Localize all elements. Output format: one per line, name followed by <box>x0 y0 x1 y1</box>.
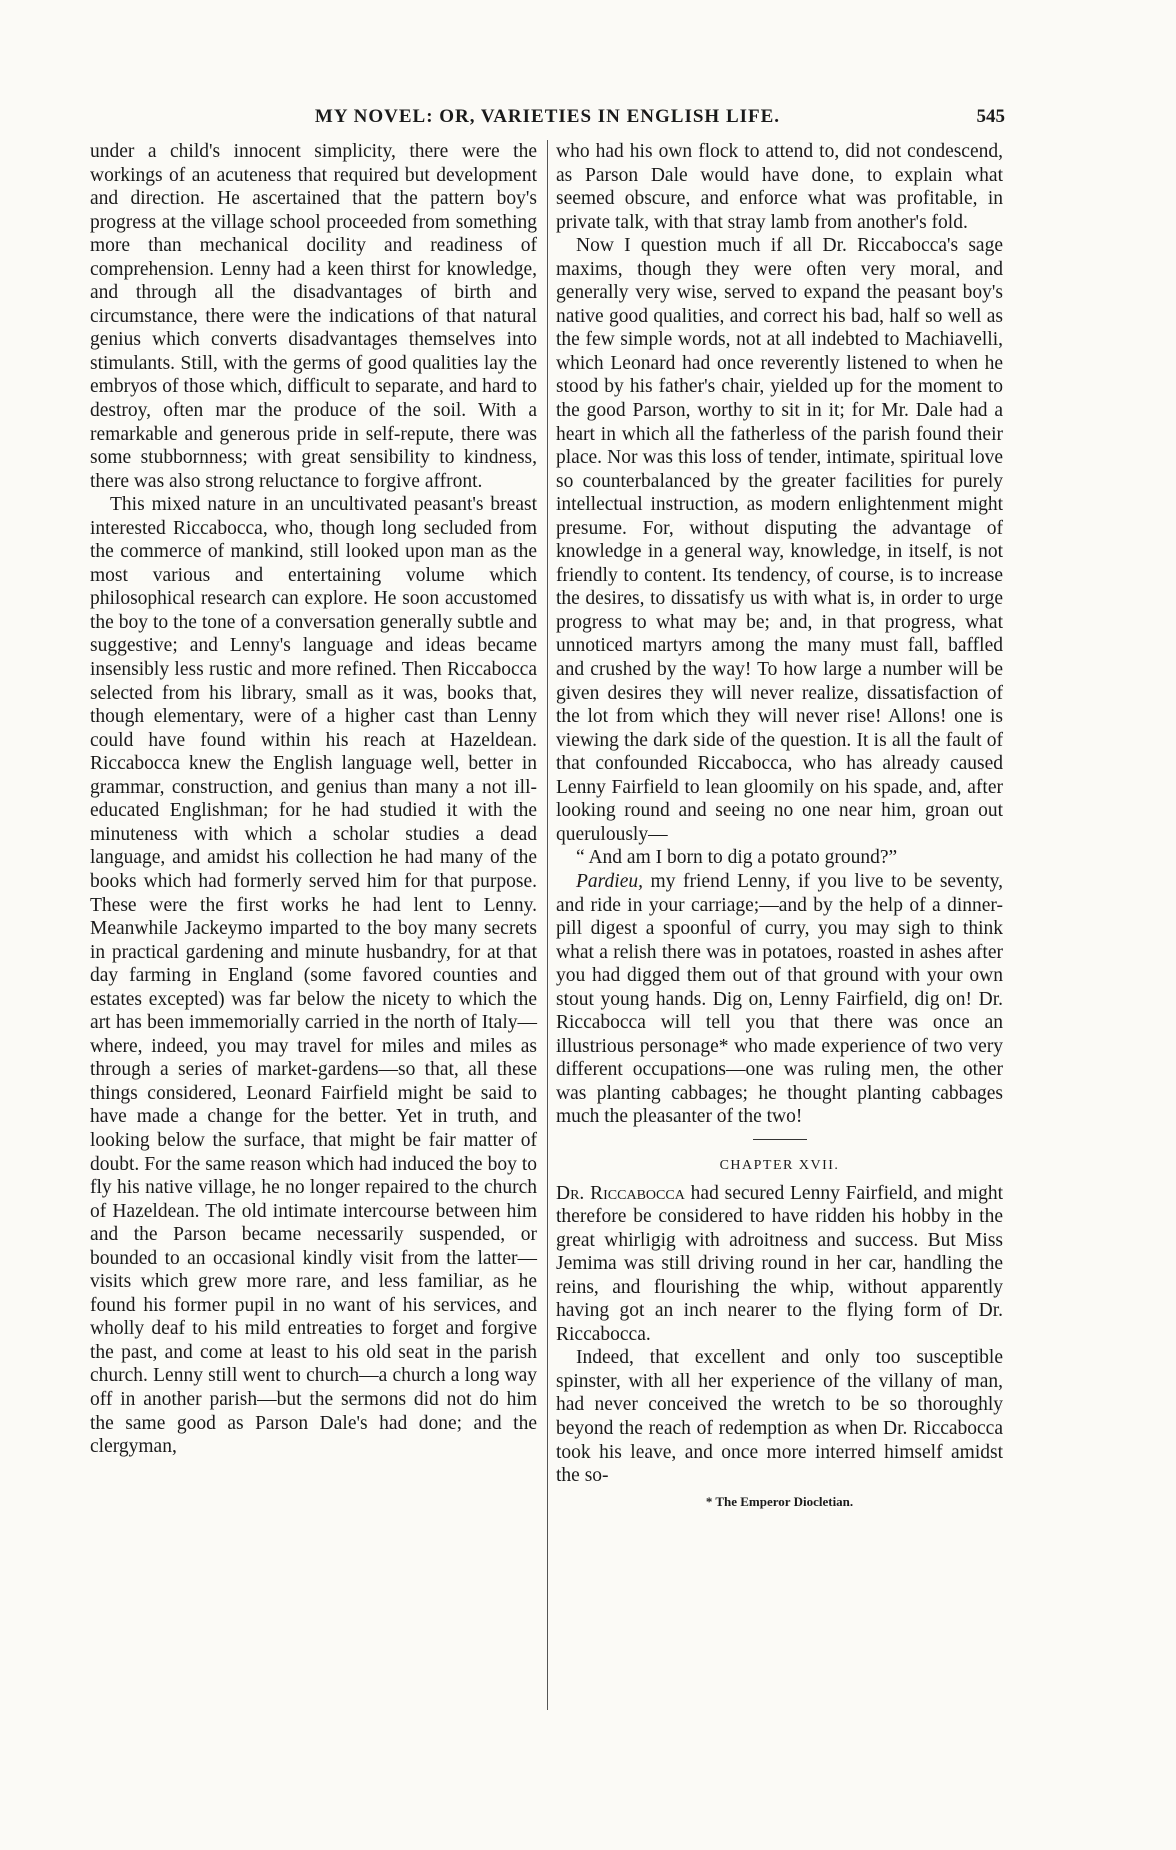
footnote: * The Emperor Diocletian. <box>705 1493 854 1509</box>
right-paragraph-2: Now I question much if all Dr. Riccabocca's sage maxims, though they were often very moral, and generally very wise, served to expand the peasant boy's native good qualities, and correct his bad, half so well as the few simple words, not at all indebted to Machiavelli, which Leonard had once reverently listened to when he stood by his father's chair, yielded up for the moment to the good Parson, worthy to sit in it; for Mr. Dale had a heart in which all the fatherless of the parish found their place. Nor was this loss of tender, intimate, spiritual love so counterbalanced by the greater facilities for purely intellectual instruction, as modern enlightenment might presume. For, without disputing the advantage of knowledge in a general way, knowledge, in itself, is not friendly to content. Its tendency, of course, is to increase the desires, to dissatisfy us with what is, in order to urge progress to what may be; and, in that progress, what unnoticed martyrs among the many must fall, baffled and crushed by the way! To how large a number will be given desires they will never realize, dissatisfaction of the lot from which they will never rise! Allons! one is viewing the dark side of the question. It is all the fault of that confounded Riccabocca, who has already caused Lenny Fairfield to lean gloomily on his spade, and, after looking round and seeing no one near him, groan out querulously— <box>556 235 1003 845</box>
running-title: MY NOVEL: OR, VARIETIES IN ENGLISH LIFE. <box>314 106 781 127</box>
left-paragraph-1: under a child's innocent simplicity, there were the workings of an acuteness that required but development and direction. He ascertained that the pattern boy's progress at the village school proceeded from something more than mechanical docility and readiness of comprehension. Lenny had a keen thirst for knowledge, and through all the disadvantages of birth and circumstance, there were the indications of that natural genius which converts disadvantages themselves into stimulants. Still, with the germs of good qualities lay the embryos of those which, difficult to separate, and hard to destroy, often mar the produce of the soil. With a remarkable and generous pride in self-repute, there was some stubbornness; with great sensibility to kindness, there was also strong reluctance to forgive affront. <box>90 141 537 492</box>
left-column <box>90 140 537 1459</box>
chapter-heading: CHAPTER XVII. <box>719 1157 840 1173</box>
running-head <box>90 106 1005 136</box>
right-paragraph-4 <box>556 870 1003 1129</box>
right-paragraph-3: “ And am I born to dig a potato ground?” <box>576 847 898 869</box>
right-paragraph-5-text: had secured Lenny Fairfield, and might therefore be considered to have ridden his hobby in the great whirligig with adroitness and success. But Miss Jemima was still driving round in her car, handling the reins, and flourishing the whip, without apparently having got an inch nearer to the flying form of Dr. Riccabocca. <box>556 1182 1004 1345</box>
page-number: 545 <box>976 106 1005 127</box>
chapter-rule <box>753 1139 807 1140</box>
right-paragraph-5 <box>556 1182 1003 1347</box>
chapter-lead-words: Dr. Riccabocca <box>556 1182 685 1204</box>
right-column <box>556 140 1003 1513</box>
right-paragraph-4-text: my friend Lenny, if you live to be seventy, and ride in your carriage;—and by the help of a dinner-pill digest a spoonful of curry, you may sigh to think what a relish there was in potatoes, roasted in ashes after you had digged them out of that ground with your own stout young hands. Dig on, Lenny Fairfield, dig on! Dr. Riccabocca will tell you that there was once an illustrious personage* who made experience of two very different occupations—one was ruling men, the other was planting cabbages; he thought planting cabbages much the pleasanter of the two! <box>556 870 1003 1128</box>
column-divider <box>547 140 548 1710</box>
pardieu-lead: Pardieu, <box>576 870 643 892</box>
right-paragraph-6: Indeed, that excellent and only too susceptible spinster, with all her experience of the villany of man, had never conceived the wretch to be so thoroughly beyond the reach of redemption as when Dr. Riccabocca took his leave, and once more interred himself amidst the so- <box>556 1347 1003 1487</box>
left-paragraph-2: This mixed nature in an uncultivated peasant's breast interested Riccabocca, who, though long secluded from the commerce of mankind, still looked upon man as the most various and entertaining volume which philosophical research can explore. He soon accustomed the boy to the tone of a conversation generally subtle and suggestive; and Lenny's language and ideas became insensibly less rustic and more refined. Then Riccabocca selected from his library, small as it was, books that, though elementary, were of a higher cast than Lenny could have found within his reach at Hazeldean. Riccabocca knew the English language well, better in grammar, construction, and genius than many a not ill-educated Englishman; for he had studied it with the minuteness with which a scholar studies a dead language, and amidst his collection he had many of the books which had formerly served him for that purpose. These were the first works he had lent to Lenny. Meanwhile Jackeymo imparted to the boy many secrets in practical gardening and minute husbandry, for at that day farming in England (some favored counties and estates excepted) was far below the nicety to which the art has been immemorially carried in the north of Italy—where, indeed, you may travel for miles and miles as through a series of market-gardens—so that, all these things considered, Leonard Fairfield might be said to have made a change for the better. Yet in truth, and looking below the surface, that might be fair matter of doubt. For the same reason which had induced the boy to fly his native village, he no longer repaired to the church of Hazeldean. The old intimate intercourse between him and the Parson became necessarily suspended, or bounded to an occasional kindly visit from the latter—visits which grew more rare, and less familiar, as he found his former pupil in no want of his services, and wholly deaf to his mild entreaties to forget and forgive the past, and come at least to his old seat in the parish church. Lenny still went to church—a church a long way off in another parish—but the sermons did not do him the same good as Parson Dale's had done; and the clergyman, <box>90 494 537 1458</box>
right-paragraph-1: who had his own flock to attend to, did not condescend, as Parson Dale would have done, to explain what seemed obscure, and enforce what was profitable, in private talk, with that stray lamb from another's fold. <box>556 141 1003 233</box>
